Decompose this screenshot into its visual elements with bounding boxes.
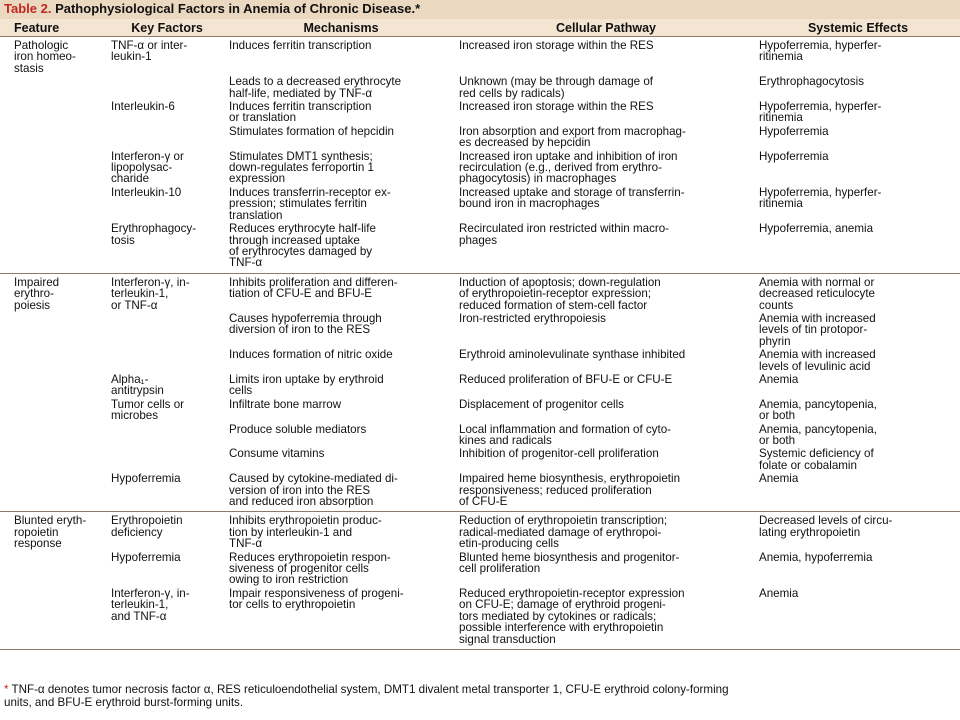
key-factor-cell — [108, 126, 226, 151]
effect-cell: Anemia, hypoferremia — [759, 550, 873, 564]
table-row — [0, 374, 960, 399]
pathway-cell: Increased iron storage within the RES — [459, 39, 654, 52]
effect-cell: Anemia with increased levels of levulinic acid — [759, 348, 876, 373]
header-cell: Key Factors — [108, 19, 226, 37]
feature-cell — [0, 101, 108, 126]
table-row — [0, 223, 960, 273]
feature-cell — [0, 588, 108, 650]
mechanism-cell: Induces ferritin transcription or translation — [229, 100, 372, 125]
mechanism-cell: Stimulates DMT1 synthesis; down-regulates ferroportin 1 expression — [229, 149, 375, 186]
pathway-cell: Unknown (may be through damage of red cells by radicals) — [459, 75, 653, 100]
mechanism-cell: Causes hypoferremia through diversion of iron to the RES — [229, 311, 382, 337]
table-row — [0, 126, 960, 151]
table-row — [0, 424, 960, 449]
table-title-bar — [0, 0, 960, 19]
mechanism-cell: Leads to a decreased erythrocyte half-life, mediated by TNF-α — [229, 75, 402, 100]
mechanism-cell: Consume vitamins — [229, 447, 325, 461]
mechanism-cell: Produce soluble mediators — [229, 422, 367, 436]
table-row — [0, 588, 960, 650]
feature-cell — [0, 424, 108, 449]
key-factor-cell: Hypoferremia — [111, 550, 181, 564]
key-factor-cell: Hypoferremia — [108, 473, 226, 512]
header-cell: Feature — [0, 19, 108, 37]
table-title — [4, 1, 420, 16]
effect-cell: Anemia — [759, 372, 799, 386]
effect-cell: Hypoferremia, hyperfer- ritinemia — [759, 100, 882, 125]
effect-cell: Anemia, pancytopenia, or both — [759, 422, 877, 447]
key-factor-cell — [108, 349, 226, 374]
feature-cell — [0, 552, 108, 588]
feature-cell: Pathologic iron homeo- stasis — [14, 39, 76, 75]
key-factor-cell — [108, 448, 226, 473]
pathway-cell: Blunted heme biosynthesis and progenitor- cell proliferation — [459, 550, 680, 576]
effect-cell: Hypoferremia, hyperfer- ritinemia — [759, 39, 882, 64]
pathway-cell: Increased iron storage within the RES — [459, 100, 654, 114]
key-factor-cell — [108, 424, 226, 449]
key-factor-cell: Interferon-γ, in- terleukin-1, and TNF-α — [108, 588, 226, 650]
pathway-cell: Reduced proliferation of BFU-E or CFU-E — [459, 372, 673, 386]
mechanism-cell: Reduces erythrocyte half-life through increased uptake of erythrocytes damaged by TNF-α — [226, 223, 456, 273]
header-cell: Systemic Effects — [756, 19, 960, 37]
key-factor-cell — [108, 76, 226, 101]
mechanism-cell: Inhibits erythropoietin produc- tion by interleukin-1 and TNF-α — [229, 514, 382, 551]
feature-cell — [0, 374, 108, 399]
feature-cell — [0, 448, 108, 473]
effect-cell: Hypoferremia — [759, 149, 829, 163]
pathway-cell: Reduction of erythropoietin transcription; radical-mediated damage of erythropoi- etin-producing cells — [459, 514, 668, 551]
pathway-cell: Impaired heme biosynthesis, erythropoietin responsiveness; reduced proliferation of CFU-E — [456, 473, 756, 512]
effect-cell: Anemia — [756, 473, 960, 512]
feature-cell: Blunted eryth- ropoietin response — [14, 514, 87, 551]
factors-table — [0, 19, 960, 650]
feature-cell: Impaired erythro- poiesis — [14, 275, 60, 312]
feature-cell — [0, 76, 108, 101]
key-factor-cell: Interferon-γ or lipopolysac- charide — [111, 149, 184, 186]
table-row — [0, 552, 960, 588]
mechanism-cell: Induces transferrin-receptor ex- pression; stimulates ferritin translation — [229, 185, 391, 222]
mechanism-cell: Inhibits proliferation and differen- tiation of CFU-E and BFU-E — [229, 275, 398, 301]
feature-cell — [0, 349, 108, 374]
pathway-cell: Inhibition of progenitor-cell proliferation — [459, 447, 659, 461]
pathway-cell: Increased uptake and storage of transferrin- bound iron in macrophages — [459, 185, 685, 211]
pathway-cell: Reduced erythropoietin-receptor expression on CFU-E; damage of erythroid progeni- tors mediated by cytokines or radicals; possible interference with erythropoietin signal transduction — [456, 588, 756, 650]
pathway-cell: Increased iron uptake and inhibition of iron recirculation (e.g., derived from erythro- phagocytosis) in macrophages — [459, 149, 678, 186]
feature-cell — [0, 399, 108, 424]
table-row — [0, 37, 960, 77]
table-row — [0, 448, 960, 473]
feature-cell — [0, 313, 108, 349]
mechanism-cell: Caused by cytokine-mediated di- version of iron into the RES and reduced iron absorption — [226, 473, 456, 512]
table-row — [0, 101, 960, 126]
effect-cell: Decreased levels of circu- lating erythropoietin — [759, 514, 893, 539]
pathway-cell: Displacement of progenitor cells — [459, 397, 624, 411]
table-label: Table 2. — [4, 1, 52, 16]
table-body — [0, 37, 960, 650]
header-cell: Cellular Pathway — [456, 19, 756, 37]
key-factor-cell — [108, 313, 226, 349]
pathway-cell: Local inflammation and formation of cyto- kines and radicals — [459, 422, 672, 447]
feature-cell — [0, 126, 108, 151]
feature-cell — [0, 187, 108, 223]
table-row — [0, 399, 960, 424]
mechanism-cell: Induces formation of nitric oxide — [229, 348, 393, 362]
key-factor-cell: Erythrophagocy- tosis — [108, 223, 226, 273]
key-factor-cell: Tumor cells or microbes — [111, 397, 185, 423]
effect-cell: Hypoferremia, hyperfer- ritinemia — [759, 185, 882, 211]
mechanism-cell: Induces ferritin transcription — [229, 39, 372, 52]
mechanism-cell: Stimulates formation of hepcidin — [229, 124, 394, 138]
effect-cell: Anemia with normal or decreased reticulocyte counts — [759, 275, 875, 312]
effect-cell: Hypoferremia, anemia — [756, 223, 960, 273]
effect-cell: Erythrophagocytosis — [759, 75, 865, 89]
mechanism-cell: Impair responsiveness of progeni- tor cells to erythropoietin — [226, 588, 456, 650]
table-row — [0, 187, 960, 223]
mechanism-cell: Reduces erythropoietin respon- siveness of progenitor cells owing to iron restriction — [229, 550, 391, 587]
key-factor-cell: Interferon-γ, in- terleukin-1, or TNF-α — [111, 275, 190, 312]
table-row — [0, 273, 960, 313]
footnote-marker: * — [4, 683, 9, 696]
feature-cell — [0, 473, 108, 512]
key-factor-cell: Interleukin-10 — [111, 185, 182, 199]
effect-cell: Hypoferremia — [759, 124, 829, 138]
mechanism-cell: Limits iron uptake by erythroid cells — [229, 372, 384, 398]
effect-cell: Anemia — [756, 588, 960, 650]
feature-cell — [0, 151, 108, 187]
table-row — [0, 151, 960, 187]
pathway-cell: Iron-restricted erythropoiesis — [459, 311, 606, 325]
table-row — [0, 313, 960, 349]
table-row — [0, 512, 960, 552]
effect-cell: Anemia, pancytopenia, or both — [759, 397, 877, 423]
key-factor-cell: Erythropoietin deficiency — [111, 514, 183, 539]
table-row — [0, 76, 960, 101]
pathway-cell: Erythroid aminolevulinate synthase inhibited — [459, 348, 686, 362]
table-row — [0, 473, 960, 512]
effect-cell: Systemic deficiency of folate or cobalamin — [759, 447, 874, 472]
feature-cell — [0, 223, 108, 273]
pathway-cell: Iron absorption and export from macrophag- es decreased by hepcidin — [459, 124, 686, 150]
key-factor-cell: Alpha₁- antitrypsin — [111, 372, 164, 398]
effect-cell: Anemia with increased levels of tin protopor- phyrin — [759, 311, 876, 348]
table-caption: Pathophysiological Factors in Anemia of Chronic Disease.* — [55, 1, 421, 16]
key-factor-cell: TNF-α or inter- leukin-1 — [111, 39, 188, 64]
header-row — [0, 19, 960, 37]
header-cell: Mechanisms — [226, 19, 456, 37]
mechanism-cell: Infiltrate bone marrow — [229, 397, 342, 411]
footnote — [4, 683, 954, 709]
key-factor-cell: Interleukin-6 — [111, 100, 175, 114]
footnote-text: TNF-α denotes tumor necrosis factor α, RES reticuloendothelial system, DMT1 divalent metal transporter 1, CFU-E erythroid colony-forming units, and BFU-E erythroid burst-forming units. — [4, 683, 729, 709]
table-row — [0, 349, 960, 374]
pathway-cell: Induction of apoptosis; down-regulation of erythropoietin-receptor expression; reduced formation of stem-cell factor — [459, 275, 661, 312]
pathway-cell: Recirculated iron restricted within macro- phages — [456, 223, 756, 273]
